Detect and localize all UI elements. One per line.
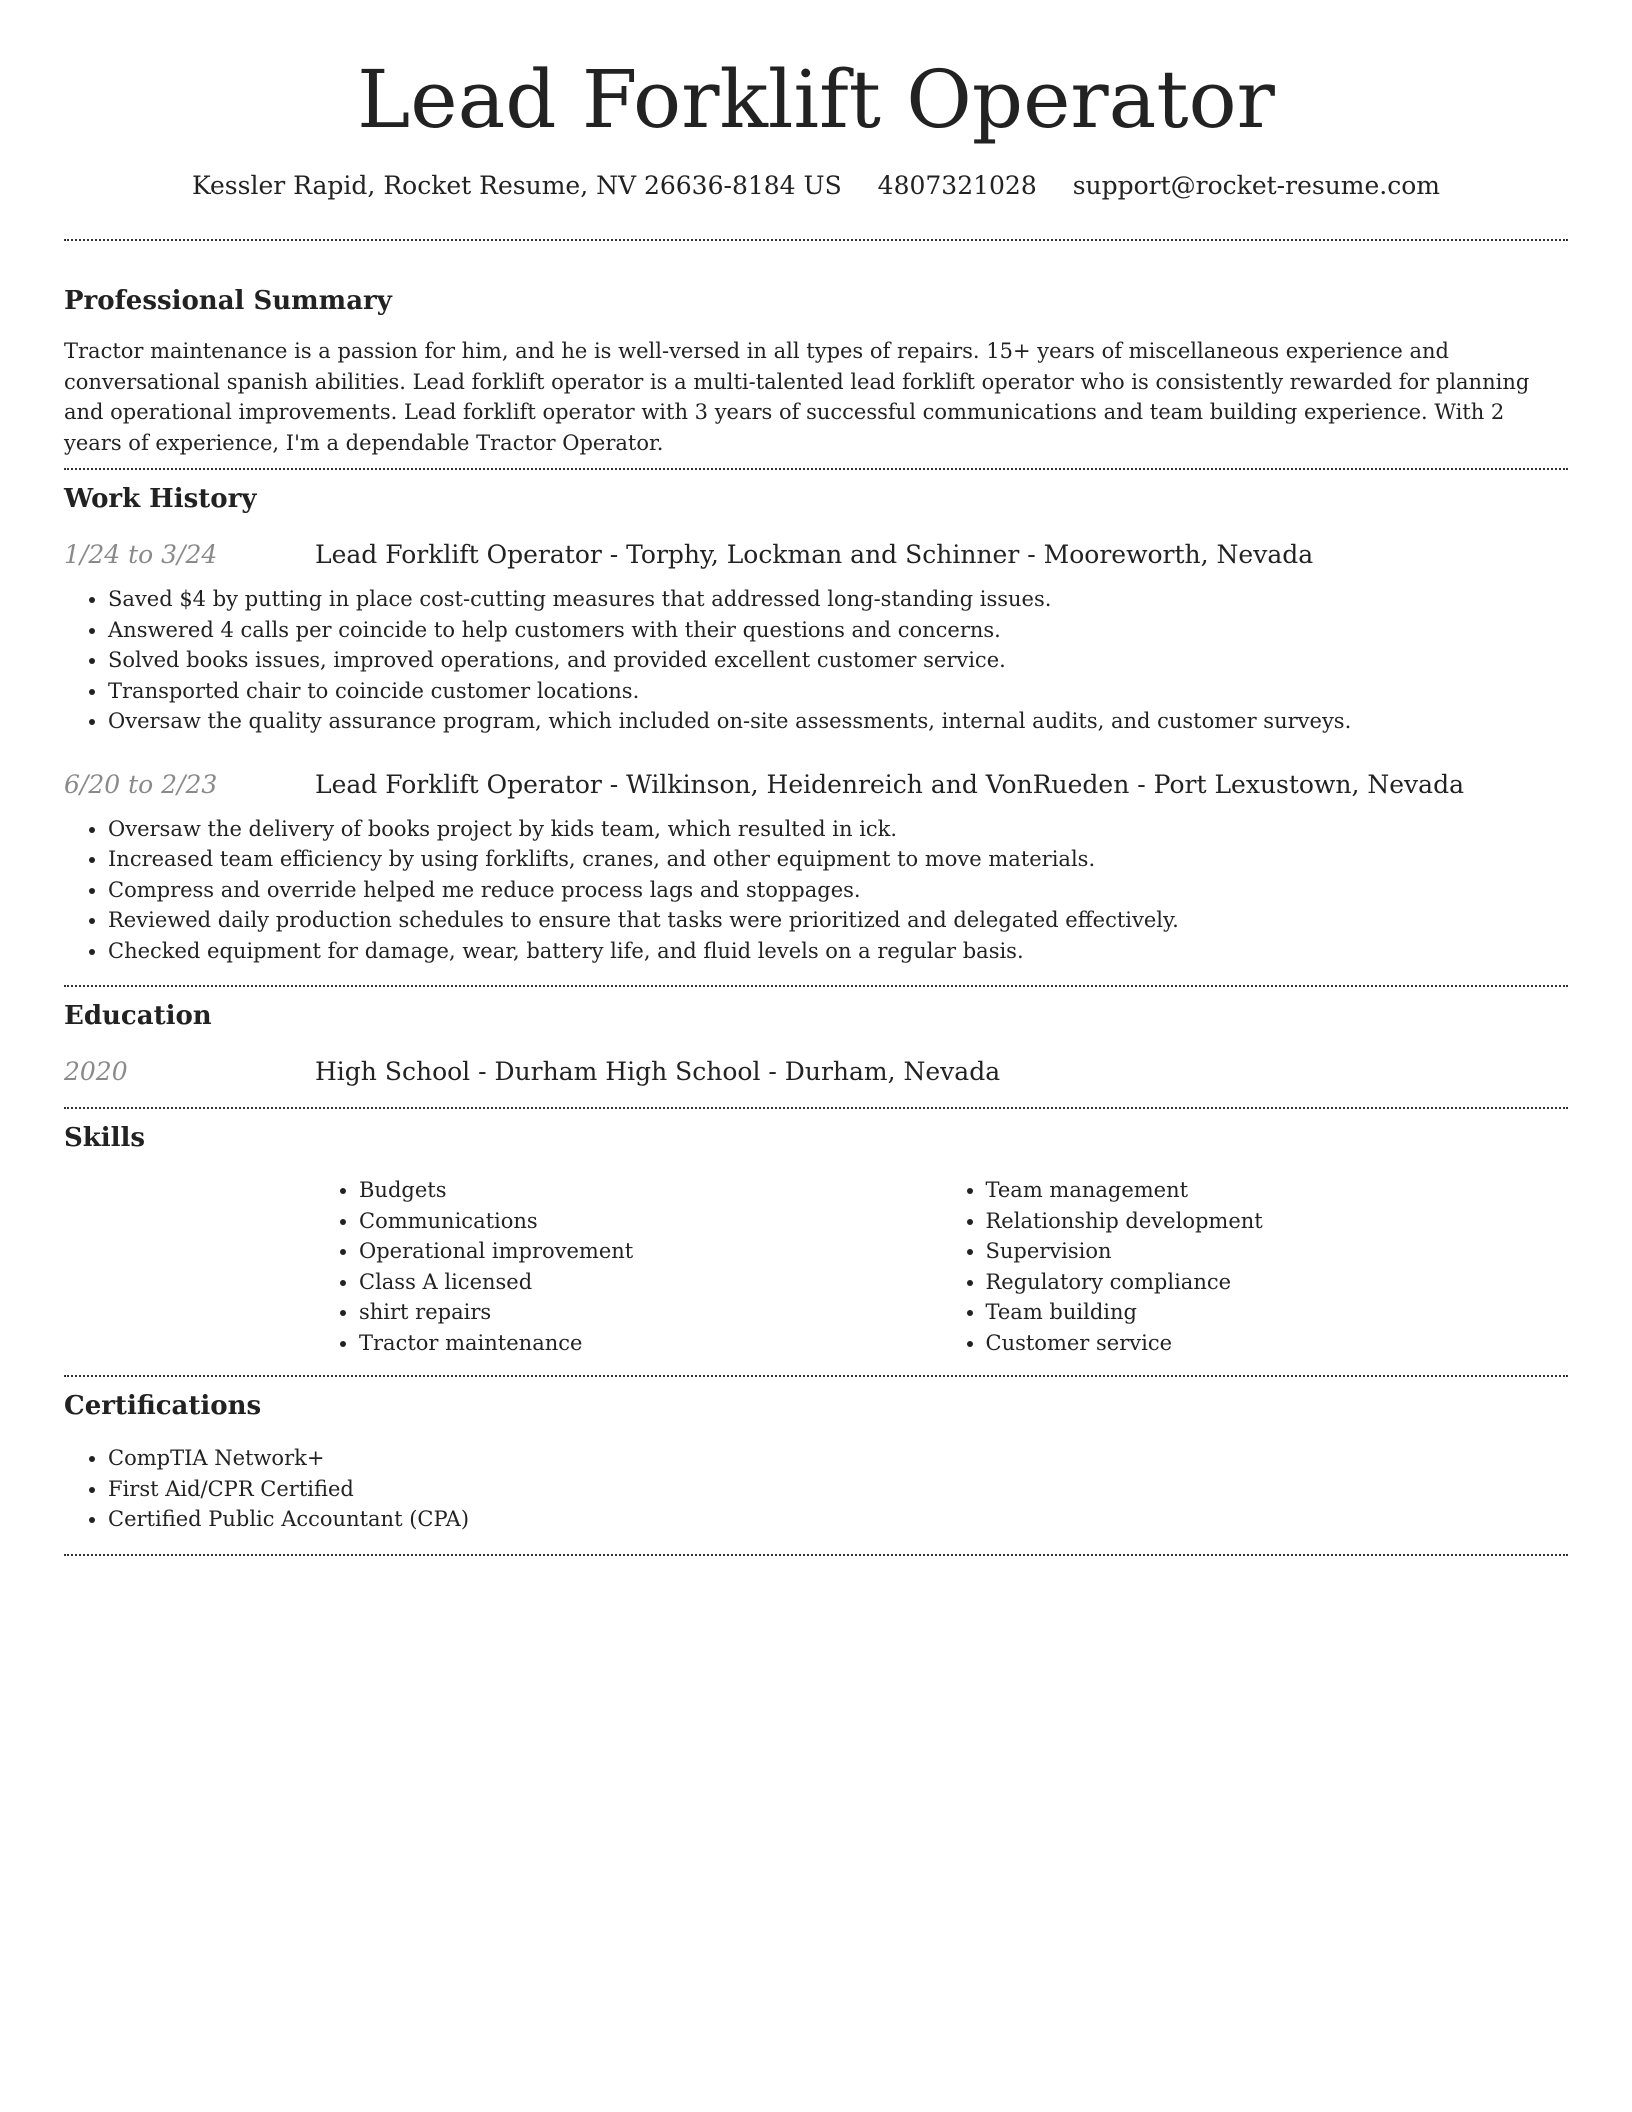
job-title: Lead Forklift Operator	[315, 769, 602, 799]
resume-page	[64, 0, 1568, 1556]
skill-item: • Team building	[986, 1297, 1569, 1328]
job-bullets	[64, 814, 1568, 967]
list-item: • Increased team efficiency by using forklifts, cranes, and other equipment to move materials.	[108, 844, 1568, 875]
contact-line	[64, 168, 1568, 204]
list-item: • Solved books issues, improved operations, and provided excellent customer service.	[108, 645, 1568, 676]
resume-title: Lead Forklift Operator	[357, 53, 1275, 146]
job-heading	[315, 538, 1313, 572]
section-heading-work: Work History	[64, 484, 257, 514]
education-school: - Durham High School - Durham, Nevada	[470, 1057, 1001, 1086]
job-company: - Torphy, Lockman and Schinner - Mooreworth, Nevada	[601, 540, 1314, 569]
skills-list	[315, 1175, 1568, 1358]
list-item: • Answered 4 calls per coincide to help customers with their questions and concerns.	[108, 615, 1568, 646]
job-entry	[64, 768, 1568, 967]
list-item: • Checked equipment for damage, wear, battery life, and fluid levels on a regular basis.	[108, 936, 1568, 967]
certifications-list	[64, 1443, 1568, 1535]
certification-item: • CompTIA Network+	[108, 1443, 1568, 1474]
education-heading	[315, 1055, 1000, 1089]
section-heading-skills: Skills	[64, 1123, 146, 1153]
contact-phone: 4807321028	[877, 171, 1037, 200]
skill-item: • shirt repairs	[359, 1297, 942, 1328]
skill-item: • Team management	[986, 1175, 1569, 1206]
skill-item: • Customer service	[986, 1328, 1569, 1359]
skill-item: • Budgets	[359, 1175, 942, 1206]
skill-item: • Operational improvement	[359, 1236, 942, 1267]
skills-column-right	[942, 1175, 1569, 1358]
section-heading-education: Education	[64, 1001, 212, 1031]
list-item: • Transported chair to coincide customer locations.	[108, 676, 1568, 707]
list-item: • Saved $4 by putting in place cost-cutting measures that addressed long-standing issues.	[108, 584, 1568, 615]
list-item: • Oversaw the quality assurance program, which included on-site assessments, internal audits, and customer surveys.	[108, 706, 1568, 737]
divider	[64, 468, 1568, 470]
skill-item: • Communications	[359, 1206, 942, 1237]
education-entry	[64, 1055, 1568, 1089]
job-company: - Wilkinson, Heidenreich and VonRueden - Port Lexustown, Nevada	[601, 769, 1464, 799]
divider	[64, 1554, 1568, 1556]
certification-item: • Certified Public Accountant (CPA)	[108, 1504, 1568, 1535]
job-entry	[64, 538, 1568, 737]
job-bullets	[64, 584, 1568, 737]
job-heading	[315, 768, 1464, 802]
divider	[64, 239, 1568, 241]
skill-item: • Relationship development	[986, 1206, 1569, 1237]
list-item: • Reviewed daily production schedules to ensure that tasks were prioritized and delegated effectively.	[108, 905, 1568, 936]
education-degree: High School	[315, 1057, 471, 1086]
skill-item: • Class A licensed	[359, 1267, 942, 1298]
list-item: • Oversaw the delivery of books project by kids team, which resulted in ick.	[108, 814, 1568, 845]
contact-address: Kessler Rapid, Rocket Resume, NV 26636-8184 US	[191, 171, 842, 200]
skill-item: • Tractor maintenance	[359, 1328, 942, 1359]
job-dates: 1/24 to 3/24	[64, 540, 218, 569]
divider	[64, 1375, 1568, 1377]
job-header	[64, 768, 1568, 802]
summary-text: Tractor maintenance is a passion for him, and he is well-versed in all types of repairs. 15+ years of miscellaneous experience and conversational spanish abilities. Lead forklift operator is a multi-talented lead forklift operator who is consistently rewarded for planning and operational improvements. Lead forklift operator with 3 years of successful communications and team building experience. With 2 years of experience, I'm a dependable Tractor Operator.	[64, 339, 1530, 455]
skill-item: • Regulatory compliance	[986, 1267, 1569, 1298]
certification-item: • First Aid/CPR Certified	[108, 1474, 1568, 1505]
education-year: 2020	[64, 1057, 128, 1086]
divider	[64, 985, 1568, 987]
list-item: • Compress and override helped me reduce process lags and stoppages.	[108, 875, 1568, 906]
skill-item: • Supervision	[986, 1236, 1569, 1267]
contact-email: support@rocket-resume.com	[1072, 171, 1440, 200]
section-heading-summary: Professional Summary	[64, 286, 392, 316]
skills-column-left	[315, 1175, 942, 1358]
section-heading-certifications: Certifications	[64, 1391, 262, 1421]
job-dates: 6/20 to 2/23	[64, 769, 218, 799]
job-header	[64, 538, 1568, 572]
job-title: Lead Forklift Operator	[315, 540, 602, 569]
divider	[64, 1107, 1568, 1109]
